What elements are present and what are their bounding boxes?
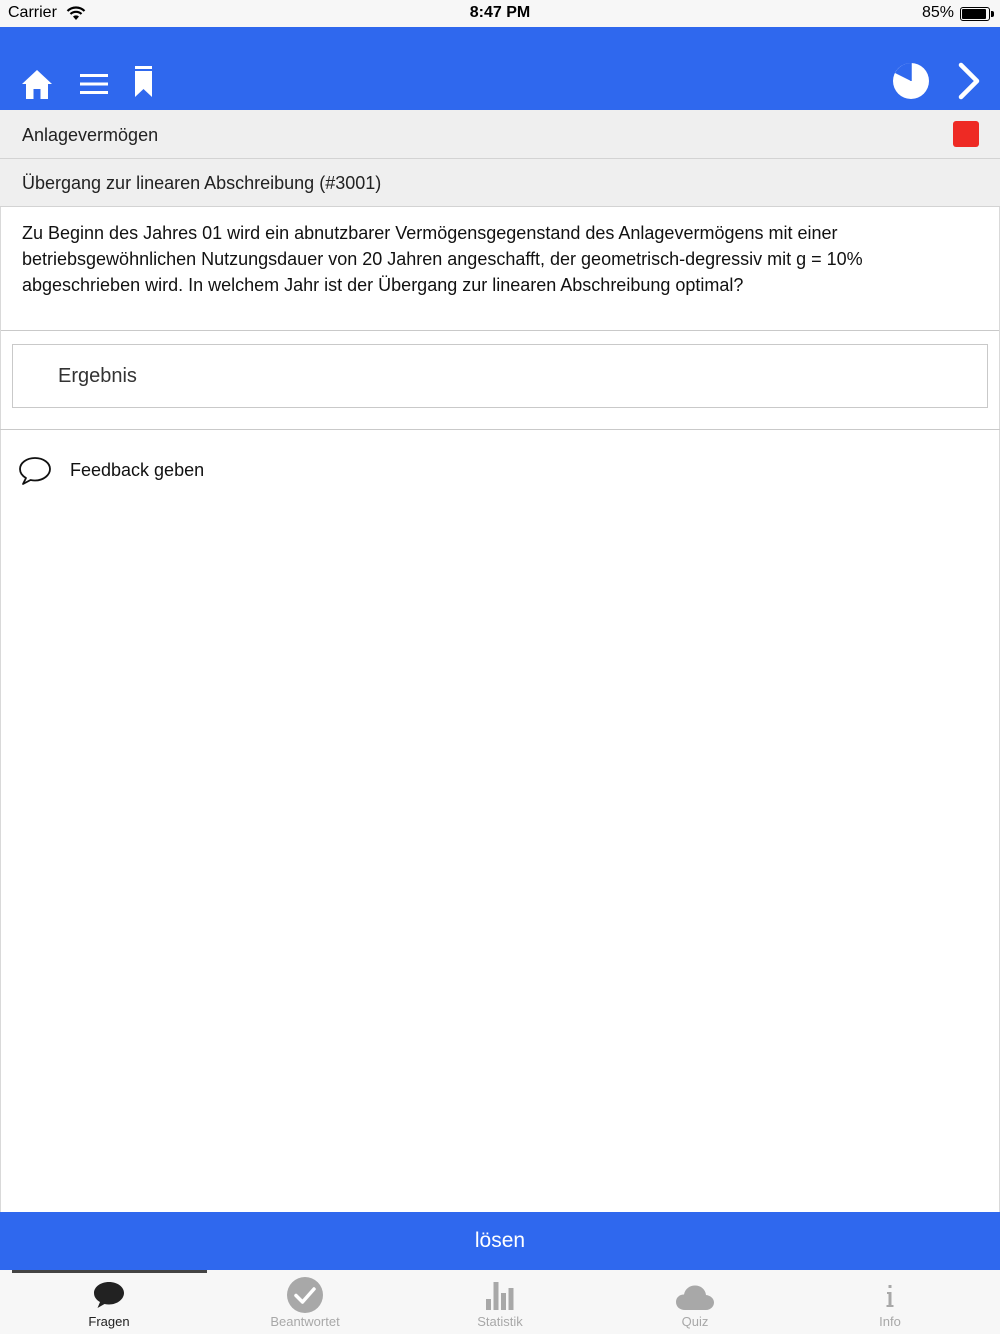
question-title-row — [0, 159, 1000, 207]
tab-bar — [0, 1270, 1000, 1334]
tab-beantwortet[interactable] — [207, 1270, 403, 1334]
tab-label: Info — [879, 1314, 901, 1329]
question-title: Übergang zur linearen Abschreibung (#3001) — [22, 173, 382, 193]
tab-label: Statistik — [477, 1314, 523, 1329]
status-indicator — [953, 121, 979, 147]
pie-chart-icon[interactable] — [892, 62, 930, 100]
info-icon — [792, 1276, 988, 1316]
battery-icon — [960, 7, 990, 21]
content-border-left — [0, 207, 1, 1212]
menu-icon[interactable] — [80, 72, 108, 96]
cloud-icon — [597, 1276, 793, 1316]
navigation-bar — [0, 27, 1000, 110]
status-bar — [0, 0, 1000, 27]
tab-statistik[interactable] — [402, 1270, 598, 1334]
carrier-label: Carrier — [8, 4, 57, 21]
result-input[interactable] — [13, 345, 987, 407]
home-icon[interactable] — [20, 67, 54, 101]
tab-label: Beantwortet — [270, 1314, 340, 1329]
chevron-right-icon[interactable] — [956, 62, 982, 100]
speech-bubble-icon — [18, 455, 52, 492]
tab-label: Quiz — [681, 1314, 709, 1329]
category-title: Anlagevermögen — [22, 125, 159, 145]
tab-fragen[interactable] — [11, 1270, 207, 1334]
bookmark-icon[interactable] — [134, 66, 154, 98]
speech-bubble-icon — [11, 1276, 207, 1316]
feedback-label: Feedback geben — [70, 460, 205, 480]
battery-percentage: 85% — [921, 4, 954, 21]
answer-field — [12, 344, 988, 408]
tab-info[interactable] — [792, 1270, 988, 1334]
divider — [0, 429, 1000, 430]
tab-label: Fragen — [88, 1314, 130, 1329]
checkmark-circle-icon — [207, 1276, 403, 1316]
tab-quiz[interactable] — [597, 1270, 793, 1334]
feedback-button[interactable] — [18, 455, 278, 489]
clock: 8:47 PM — [469, 4, 531, 21]
category-row — [0, 110, 1000, 159]
question-text: Zu Beginn des Jahres 01 wird ein abnutzbarer Vermögensgegenstand des Anlagevermögens mit einer betriebsgewöhnlichen Nutzungsdauer von 20 Jahren angeschafft, der geometrisch-degressiv mit g = 10% abgeschrieben wird. In welchem Jahr ist der Übergang zur linearen Abschreibung optimal? — [0, 207, 1000, 331]
bar-chart-icon — [402, 1276, 598, 1316]
solve-button[interactable]: lösen — [0, 1212, 1000, 1270]
